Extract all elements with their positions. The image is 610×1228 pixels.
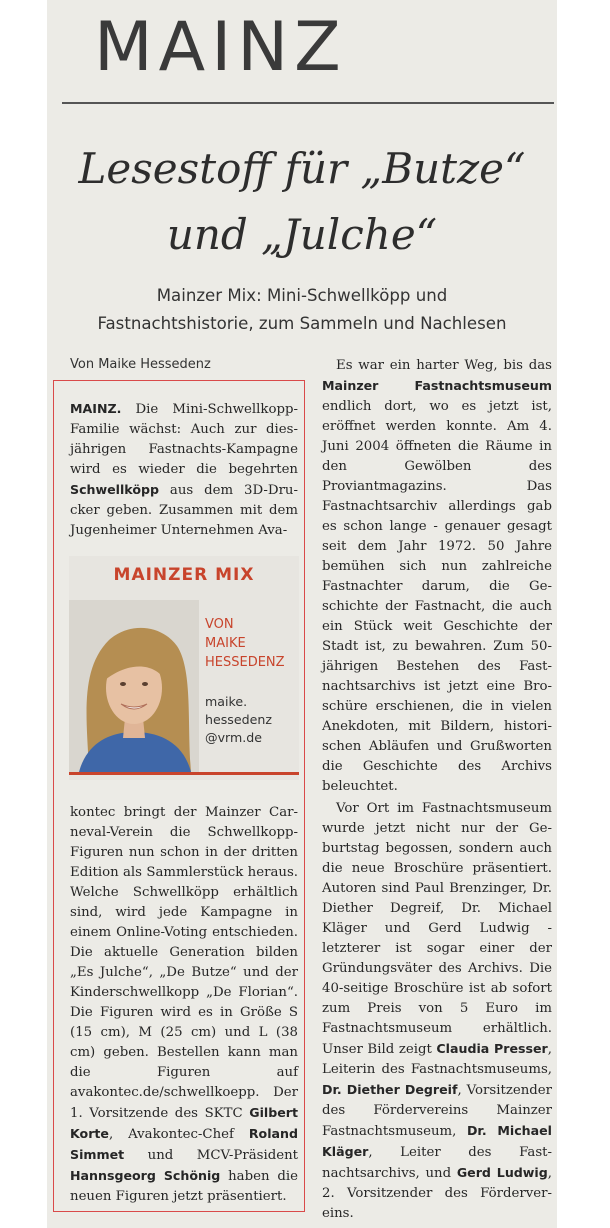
subheadline: [47, 282, 557, 338]
author-email: [205, 693, 272, 747]
headline-line-1: Lesestoff für „Butze“: [78, 144, 526, 193]
column-author-line-2: MAIKE: [205, 636, 246, 651]
section-masthead: MAINZ: [94, 8, 347, 87]
col2-p2-text-3: , Vorsitzender des Fördervereins Mainzer Fastnachtsmuseum,: [322, 1083, 553, 1139]
col2-p2-text-1: Vor Ort im Fastnachtsmuseum wurde jetzt nicht nur der Geburtstag begossen, sondern auch die neue Broschüre präsentiert. Autoren sind Paul Brenzinger, Dr. Diether Degreif, Dr. Michael Kläger und Gerd Ludwig - letzterer ist sogar einer der Gründungsväter des Archivs. Die 40-seitige Broschüre ist ab sofort zum Preis von 5 Euro im Fastnachtsmuseum erhältlich. Unser Bild zeigt: [322, 801, 552, 1057]
col2-p2-text-5: , 2. Vorsitzender des Fördervereins.: [322, 1166, 552, 1221]
col2-keyword-museum: Mainzer Fastnachtsmuseum: [322, 378, 552, 393]
article-column-1-bottom: [70, 803, 298, 1207]
col2-keyword-michael-klaeger: Dr. Michael Kläger: [322, 1123, 552, 1159]
col2-paragraph-1: [322, 356, 552, 797]
col2-keyword-gerd-ludwig: Gerd Ludwig: [456, 1165, 548, 1180]
author-email-line-1: maike.: [205, 694, 248, 709]
col1-text-6: haben die neuen Figuren jetzt präsentiert.: [70, 1169, 298, 1204]
col1-keyword-roland-simmet: Roland Simmet: [70, 1126, 298, 1162]
subheadline-line-1: Mainzer Mix: Mini-Schwellköpp und: [156, 286, 448, 305]
article-column-1-top: [70, 399, 298, 541]
masthead-rule: [62, 102, 554, 104]
col1-keyword-schwellkoepp: Schwellköpp: [70, 482, 160, 497]
col1-text-2: aus dem 3D-Drucker geben. Zusammen mit dem Jugenheimer Unternehmen Ava-: [70, 483, 298, 538]
col2-p2-text-4: , Leiter des Fastnachtsarchivs, und: [322, 1145, 552, 1181]
col1-keyword-gilbert-korte: Gilbert Korte: [70, 1105, 298, 1141]
author-photo: [69, 600, 199, 772]
column-author-line-3: HESSEDENZ: [205, 655, 285, 670]
column-title: MAINZER MIX: [113, 565, 255, 585]
col2-text-1: Es war ein harter Weg, bis das: [336, 358, 552, 373]
subheadline-line-2: Fastnachtshistorie, zum Sammeln und Nachlesen: [97, 314, 507, 333]
col1-text-4: , Avakontec-Chef: [108, 1127, 249, 1142]
col1-keyword-hannsgeorg-schoenig: Hannsgeorg Schönig: [70, 1168, 221, 1183]
col1-text-5: und MCV-Präsident: [124, 1148, 298, 1163]
author-email-line-3: @vrm.de: [205, 730, 263, 745]
byline: Von Maike Hessedenz: [70, 357, 211, 372]
col2-p2-text-2: , Leiterin des Fastnachtsmuseums,: [322, 1042, 552, 1077]
author-email-line-2: hessedenz: [205, 712, 272, 727]
dateline: MAINZ.: [70, 401, 122, 416]
column-box-accent-bar: [69, 772, 299, 775]
col1-text-1: Die Mini-Schwellkopp-Familie wächst: Auch zur diesjährigen Fastnachts-Kampagne wird es wieder die begehrten: [70, 402, 298, 477]
col2-keyword-claudia-presser: Claudia Presser: [436, 1041, 548, 1056]
column-author: [205, 615, 285, 672]
col2-keyword-diether-degreif: Dr. Diether Degreif: [322, 1082, 458, 1097]
col1-text-3: kontec bringt der Mainzer Carneval-Verein die Schwellkopp-Figuren nun schon in der dritten Edition als Sammlerstück heraus. Welche Schwellköpp erhältlich sind, wird jede Kampagne in einem Online-Voting entschieden. Die aktuelle Generation bilden „Es Julche“, „De Butze“ und der Kinderschwellkopp „De Florian“. Die Figuren wird es in Größe S (15 cm), M (25 cm) und L (38 cm) geben. Bestellen kann man die Figuren auf avakontec.de/schwellkoepp. Der 1. Vorsitzende des SKTC: [70, 805, 298, 1121]
col2-paragraph-2: [322, 799, 552, 1224]
col2-text-2: endlich dort, wo es jetzt ist, eröffnet werden konnte. Am 4. Juni 2004 öffneten die Räume in den Gewölben des Proviantmagazins. Das Fastnachtsarchiv allerdings gab es schon lange - genauer gesagt seit dem Jahr 1972. 50 Jahre bemühen sich nun zahlreiche Fastnachter darum, die Geschichte der Fastnacht, die auch ein Stück weit Geschichte der Stadt ist, zu bewahren. Zum 50-jährigen Bestehen des Fastnachtsarchivs ist jetzt eine Broschüre erschienen, die in vielen Anekdoten, mit Bildern, historischen Abläufen und Grußworten die Geschichte des Archivs beleuchtet.: [322, 399, 552, 794]
column-info-box: [69, 556, 299, 780]
article-column-2: [322, 356, 552, 1224]
headline-line-2: und „Julche“: [166, 210, 438, 259]
column-author-line-1: VON: [205, 617, 234, 632]
headline: [47, 136, 557, 268]
